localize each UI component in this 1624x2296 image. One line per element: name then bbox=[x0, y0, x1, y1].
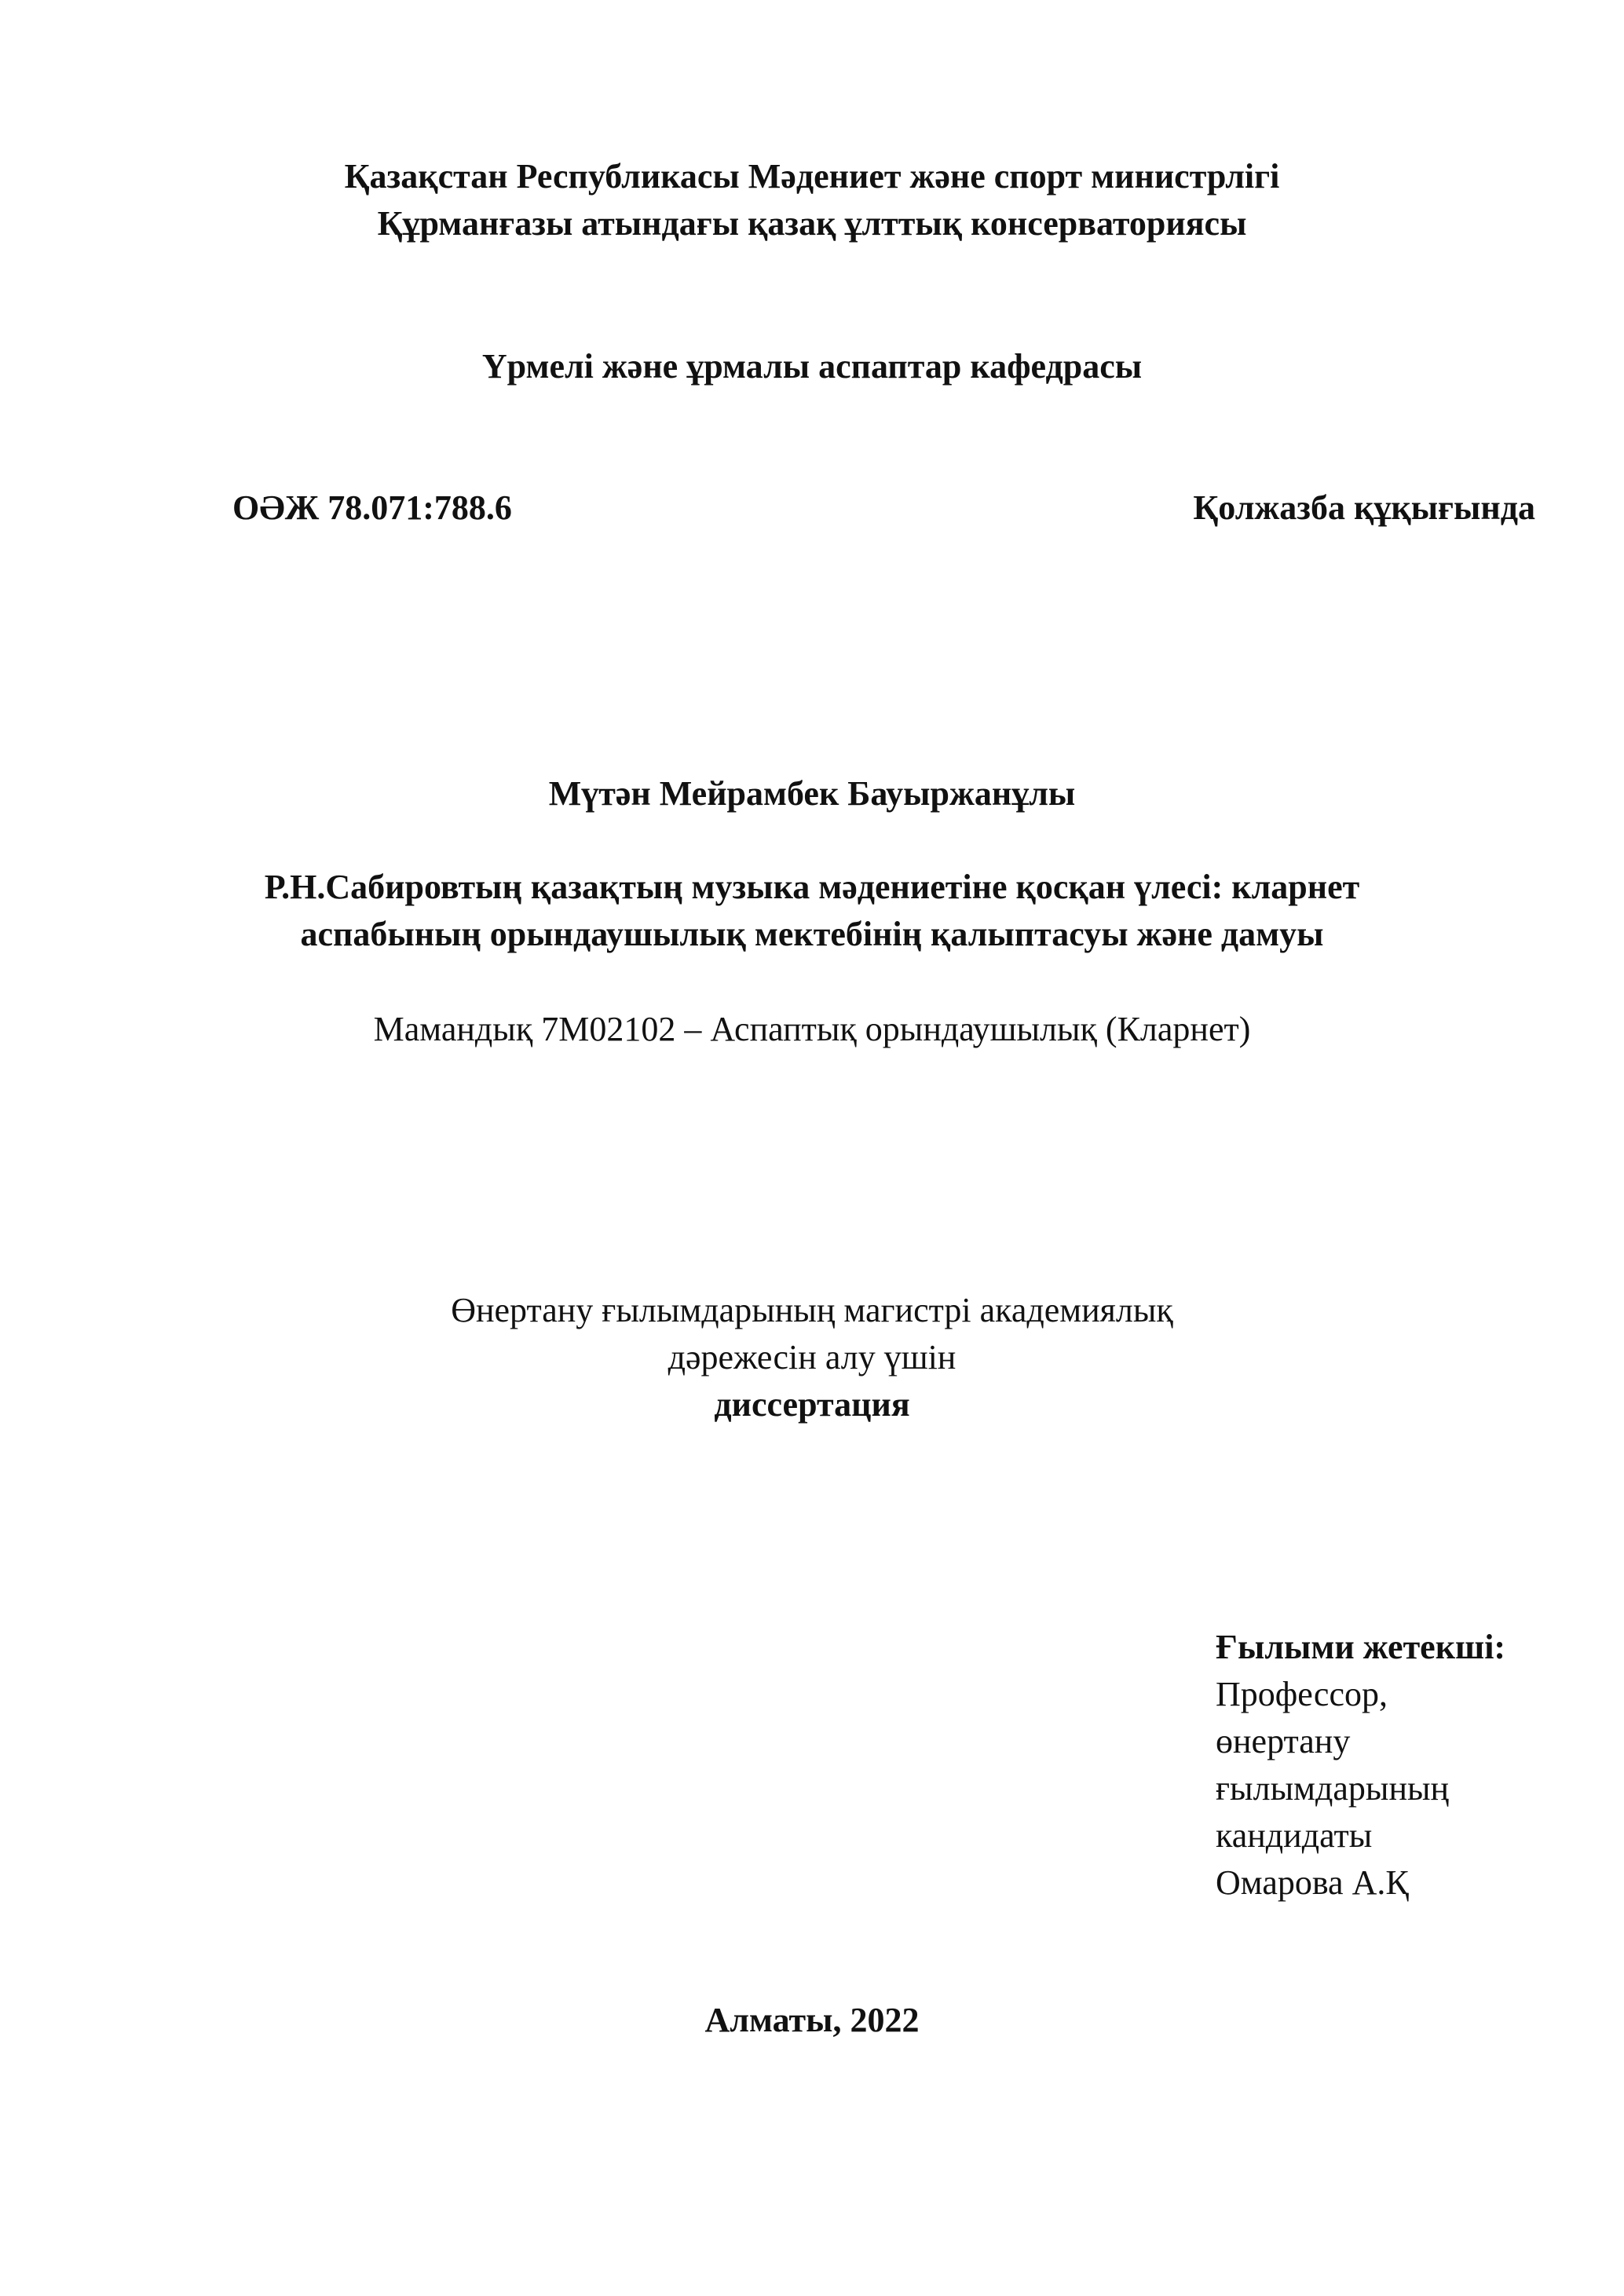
supervisor-name: Омарова А.Қ bbox=[1216, 1863, 1409, 1902]
department-heading: Үрмелі және ұрмалы аспаптар кафедрасы bbox=[481, 347, 1143, 386]
degree-line-2: дәрежесін алу үшін bbox=[668, 1338, 956, 1377]
degree-line-1: Өнертану ғылымдарының магистрі академиялық bbox=[451, 1291, 1173, 1329]
conservatory-heading: Құрманғазы атындағы қазақ ұлттық консерваториясы bbox=[377, 204, 1247, 243]
supervisor-degree-line-3: кандидаты bbox=[1216, 1816, 1373, 1855]
thesis-title-line-2: аспабының орындаушылық мектебінің қалыптасуы және дамуы bbox=[300, 915, 1324, 953]
supervisor-label: Ғылыми жетекші: bbox=[1216, 1628, 1506, 1666]
supervisor-degree-line-2: ғылымдарының bbox=[1216, 1769, 1450, 1808]
dissertation-label: диссертация bbox=[714, 1385, 910, 1424]
thesis-title-line-1: Р.Н.Сабировтың қазақтың музыка мәдениетіне қосқан үлесі: кларнет bbox=[264, 868, 1360, 906]
manuscript-rights: Қолжазба құқығында bbox=[1193, 488, 1535, 527]
specialty: Мамандық 7М02102 – Аспаптық орындаушылық (Кларнет) bbox=[373, 1010, 1251, 1048]
author-name: Мүтән Мейрамбек Бауыржанұлы bbox=[548, 774, 1076, 813]
supervisor-degree-line-1: өнертану bbox=[1216, 1722, 1351, 1760]
udc-code: ОӘЖ 78.071:788.6 bbox=[232, 488, 512, 527]
city-year: Алматы, 2022 bbox=[704, 2001, 920, 2039]
ministry-heading: Қазақстан Республикасы Мәдениет және спорт министрлігі bbox=[344, 157, 1280, 196]
supervisor-title: Профессор, bbox=[1216, 1675, 1388, 1713]
supervisor-block bbox=[1216, 1624, 1505, 1907]
